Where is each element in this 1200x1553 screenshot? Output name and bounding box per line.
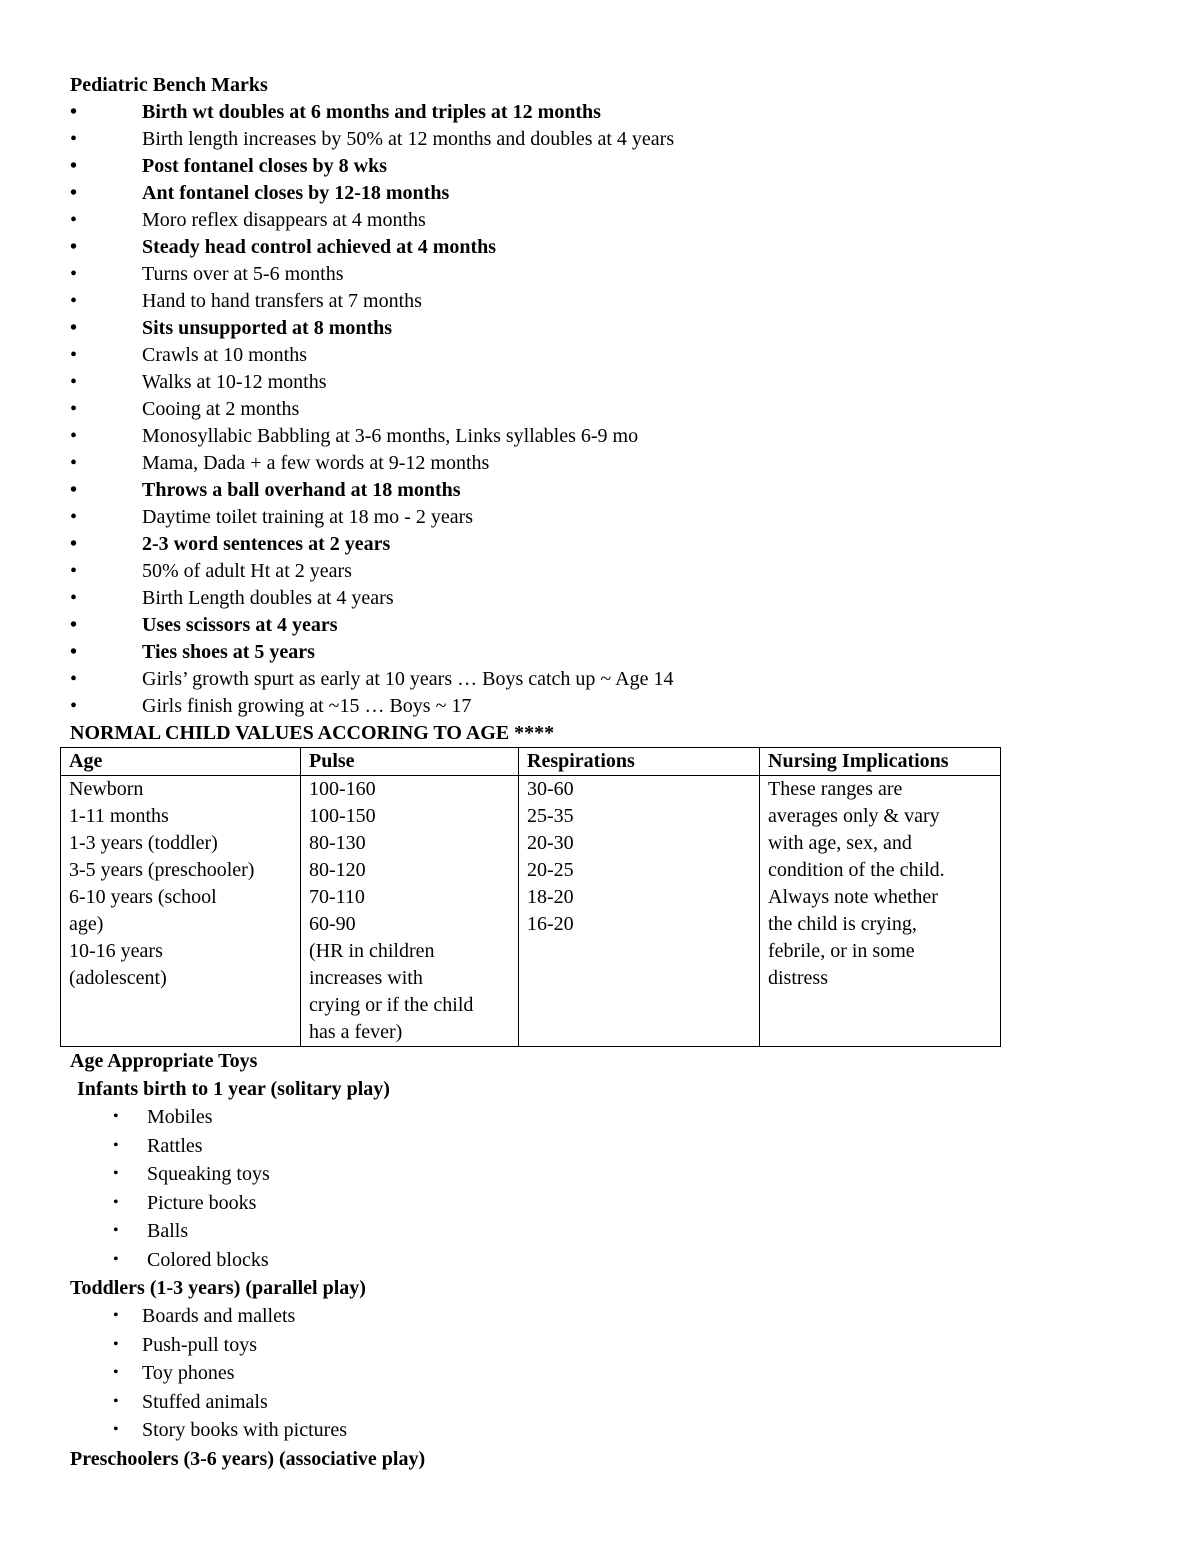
benchmark-item: • Mama, Dada + a few words at 9-12 months bbox=[70, 450, 1130, 477]
benchmark-item: • Steady head control achieved at 4 months bbox=[70, 234, 1130, 261]
benchmark-item: • Monosyllabic Babbling at 3-6 months, Links syllables 6-9 mo bbox=[70, 423, 1130, 450]
bullet-icon: • bbox=[70, 533, 78, 555]
list-item: • Stuffed animals bbox=[70, 1388, 1130, 1417]
benchmark-item: • Hand to hand transfers at 7 months bbox=[70, 288, 1130, 315]
column-header-nursing: Nursing Implications bbox=[760, 748, 1001, 776]
list-item: • Push-pull toys bbox=[70, 1331, 1130, 1360]
benchmark-item: • Turns over at 5-6 months bbox=[70, 261, 1130, 288]
bullet-icon: • bbox=[70, 398, 78, 420]
values-heading: NORMAL CHILD VALUES ACCORING TO AGE **** bbox=[70, 722, 555, 744]
benchmark-item: • Walks at 10-12 months bbox=[70, 369, 1130, 396]
bullet-icon: • bbox=[70, 614, 78, 636]
benchmark-item: • Ties shoes at 5 years bbox=[70, 639, 1130, 666]
bullet-icon: • bbox=[113, 1335, 119, 1353]
benchmark-item: • Birth length increases by 50% at 12 months and doubles at 4 years bbox=[70, 126, 1130, 153]
benchmark-item: • Girls finish growing at ~15 … Boys ~ 17 bbox=[70, 693, 1130, 720]
bullet-icon: • bbox=[113, 1421, 119, 1438]
list-item: • Mobiles bbox=[70, 1103, 1130, 1132]
bullet-icon: • bbox=[113, 1165, 119, 1182]
infants-heading: Infants birth to 1 year (solitary play) bbox=[77, 1078, 390, 1100]
benchmark-item: • Birth Length doubles at 4 years bbox=[70, 585, 1130, 612]
benchmark-item: • Ant fontanel closes by 12-18 months bbox=[70, 180, 1130, 207]
nursing-implications-cell: These ranges are averages only & vary with age, sex, and condition of the child. Always note whether the child is crying, febrile, or in some distress bbox=[760, 776, 1001, 1047]
benchmark-item: • Moro reflex disappears at 4 months bbox=[70, 207, 1130, 234]
bullet-icon: • bbox=[113, 1136, 119, 1154]
benchmark-item: • Crawls at 10 months bbox=[70, 342, 1130, 369]
toddler-toys-list bbox=[70, 1302, 1130, 1445]
pulse-cell: 100-160 100-150 80-130 80-120 70-110 60-90 (HR in children increases with crying or if the child has a fever) bbox=[301, 776, 519, 1047]
bullet-icon: • bbox=[113, 1392, 119, 1410]
benchmark-list bbox=[70, 99, 1130, 720]
list-item: • Toy phones bbox=[70, 1359, 1130, 1388]
bullet-icon: • bbox=[113, 1364, 119, 1381]
table-header-row bbox=[61, 748, 1001, 776]
benchmark-item: • 2-3 word sentences at 2 years bbox=[70, 531, 1130, 558]
bullet-icon: • bbox=[113, 1222, 119, 1239]
bullet-icon: • bbox=[70, 317, 78, 339]
toddlers-heading: Toddlers (1-3 years) (parallel play) bbox=[70, 1277, 366, 1299]
infant-toys-list bbox=[70, 1103, 1130, 1274]
bullet-icon: • bbox=[70, 182, 78, 204]
benchmark-item: • Daytime toilet training at 18 mo - 2 years bbox=[70, 504, 1130, 531]
column-header-respirations: Respirations bbox=[519, 748, 760, 776]
column-header-pulse: Pulse bbox=[301, 748, 519, 776]
bullet-icon: • bbox=[113, 1193, 119, 1211]
benchmark-item: • 50% of adult Ht at 2 years bbox=[70, 558, 1130, 585]
bullet-icon: • bbox=[113, 1108, 119, 1125]
bullet-icon: • bbox=[70, 452, 78, 474]
bullet-icon: • bbox=[113, 1250, 119, 1268]
bullet-icon: • bbox=[70, 128, 78, 150]
respirations-cell: 30-60 25-35 20-30 20-25 18-20 16-20 bbox=[519, 776, 760, 1047]
bullet-icon: • bbox=[70, 101, 78, 123]
column-header-age: Age bbox=[61, 748, 301, 776]
document-title: Pediatric Bench Marks bbox=[70, 74, 268, 96]
benchmark-item: • Post fontanel closes by 8 wks bbox=[70, 153, 1130, 180]
list-item: • Squeaking toys bbox=[70, 1160, 1130, 1189]
bullet-icon: • bbox=[70, 263, 78, 285]
bullet-icon: • bbox=[70, 344, 78, 366]
table-row bbox=[61, 776, 1001, 1047]
bullet-icon: • bbox=[70, 641, 78, 663]
bullet-icon: • bbox=[70, 668, 78, 690]
list-item: • Rattles bbox=[70, 1132, 1130, 1161]
list-item: • Boards and mallets bbox=[70, 1302, 1130, 1331]
preschoolers-heading: Preschoolers (3-6 years) (associative play) bbox=[70, 1447, 426, 1470]
bullet-icon: • bbox=[70, 695, 78, 717]
bullet-icon: • bbox=[70, 290, 78, 312]
benchmark-item: • Sits unsupported at 8 months bbox=[70, 315, 1130, 342]
benchmark-item: • Throws a ball overhand at 18 months bbox=[70, 477, 1130, 504]
bullet-icon: • bbox=[113, 1307, 119, 1324]
bullet-icon: • bbox=[70, 560, 78, 582]
bullet-icon: • bbox=[70, 425, 78, 447]
list-item: • Colored blocks bbox=[70, 1246, 1130, 1275]
document-page bbox=[70, 72, 1130, 1473]
list-item: • Picture books bbox=[70, 1189, 1130, 1218]
child-values-table bbox=[60, 747, 1001, 1047]
age-cell: Newborn 1-11 months 1-3 years (toddler) 3-5 years (preschooler) 6-10 years (school age) 10-16 years (adolescent) bbox=[61, 776, 301, 1047]
bullet-icon: • bbox=[70, 587, 78, 609]
list-item: • Story books with pictures bbox=[70, 1416, 1130, 1445]
toys-heading: Age Appropriate Toys bbox=[70, 1050, 258, 1072]
benchmark-item: • Girls’ growth spurt as early at 10 years … Boys catch up ~ Age 14 bbox=[70, 666, 1130, 693]
bullet-icon: • bbox=[70, 506, 78, 528]
bullet-icon: • bbox=[70, 155, 78, 177]
list-item: • Balls bbox=[70, 1217, 1130, 1246]
bullet-icon: • bbox=[70, 236, 78, 258]
bullet-icon: • bbox=[70, 209, 78, 231]
bullet-icon: • bbox=[70, 479, 78, 501]
benchmark-item: • Uses scissors at 4 years bbox=[70, 612, 1130, 639]
bullet-icon: • bbox=[70, 371, 78, 393]
benchmark-item: • Cooing at 2 months bbox=[70, 396, 1130, 423]
benchmark-item: • Birth wt doubles at 6 months and triples at 12 months bbox=[70, 99, 1130, 126]
